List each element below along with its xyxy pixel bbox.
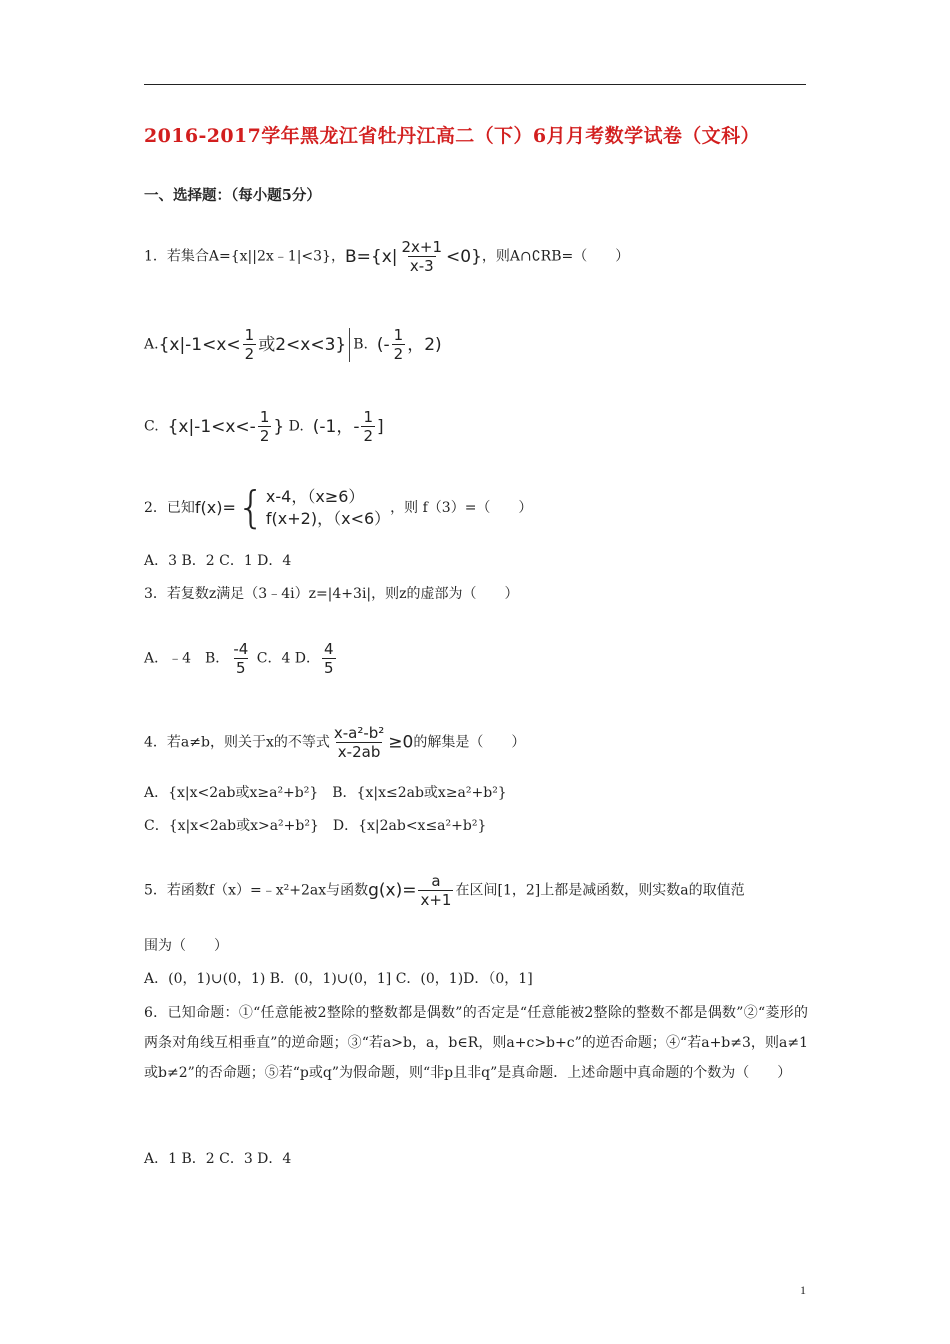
- q5-fraction: [418, 872, 453, 909]
- q2-cases: [266, 486, 390, 530]
- q1-opt-d-den: 2: [363, 427, 374, 445]
- q1-opt-a-post: 或2<x<3}: [258, 334, 347, 355]
- q6-options: A．1 B．2 C．3 D．4: [144, 1151, 292, 1167]
- q1-opt-d-fraction: [361, 408, 375, 445]
- question-6: 6．已知命题：①“任意能被2整除的整数都是偶数”的否定是“任意能被2整除的整数不都是偶数”②“菱形的两条对角线互相垂直”的逆命题；③“若a>b，a，b∈R，则a+c>b+c”的逆否命题；④“若a+b≠3，则a≠1或b≠2”的否命题；⑤若“p或q”为假命题，则“非p且非q”是真命题．上述命题中真命题的个数为（ ）: [144, 1005, 808, 1081]
- q1-b-denominator: x-3: [409, 257, 434, 275]
- q1-opt-d-pre: (-1，-: [312, 416, 360, 437]
- q1-opt-c-num: 1: [259, 408, 270, 426]
- q4-prefix: 4．若a≠b，则关于x的不等式: [144, 734, 330, 751]
- q1-b-pre: B={x|: [344, 246, 398, 267]
- q1-opt-b: [376, 326, 442, 363]
- q1-opt-a-label: A.: [144, 336, 159, 353]
- q1-opt-b-num: 1: [393, 326, 404, 344]
- q1-opt-b-post: ，2): [407, 334, 442, 355]
- q1-opt-c-label: C.: [144, 418, 159, 435]
- q1-opt-a-pre: {x|-1<x<: [158, 334, 241, 355]
- q4-den: x-2ab: [337, 743, 381, 761]
- q5-options: A．(0，1)∪(0，1) B．(0，1)∪(0，1] C．(0，1)D．（0，1]: [144, 971, 533, 987]
- q1-opt-d: [312, 408, 384, 445]
- question-5: [144, 872, 745, 909]
- q1-divider: [349, 328, 350, 362]
- q1-opt-c-post: }: [273, 416, 285, 437]
- q1-opt-b-den: 2: [393, 345, 404, 363]
- q3-opt-d-num: 4: [324, 640, 334, 658]
- page-title: 2016-2017学年黑龙江省牡丹江高二（下）6月月考数学试卷（文科）: [144, 125, 760, 147]
- q5-den: x+1: [420, 891, 452, 909]
- q1-opt-b-pre: (-: [376, 334, 390, 355]
- q3-opt-a: A．﹣4 B．: [144, 650, 230, 667]
- question-3: 3．若复数z满足（3﹣4i）z=|4+3i|，则z的虚部为（ ）: [144, 586, 519, 602]
- question-1: [144, 238, 629, 275]
- q1-opt-c: [167, 408, 285, 445]
- header-rule: [144, 84, 806, 85]
- q2-suffix: ，则 f（3）=（ ）: [390, 500, 533, 516]
- q1-b-post: <0}: [446, 246, 482, 267]
- q1-options-cd: [144, 408, 384, 445]
- q1-opt-c-den: 2: [259, 427, 270, 445]
- question-2: [144, 482, 533, 533]
- q1-opt-d-post: ]: [377, 416, 384, 437]
- q1-opt-a: [158, 326, 347, 363]
- q3-opt-c: C．4 D．: [256, 650, 321, 667]
- q2-options: A．3 B．2 C．1 D．4: [144, 553, 292, 569]
- q4-suffix: 的解集是（ ）: [413, 734, 526, 751]
- q1-suffix: ，则A∩∁RB=（ ）: [481, 248, 630, 265]
- q3-opt-d-den: 5: [324, 659, 334, 677]
- q1-opt-a-den: 2: [244, 345, 255, 363]
- section-heading: 一、选择题：（每小题5分）: [144, 187, 321, 204]
- q1-b-fraction: [399, 238, 444, 275]
- q3-opt-b-den: 5: [236, 659, 246, 677]
- q3-options: [144, 640, 338, 677]
- q2-fx: f(x)=: [194, 498, 236, 517]
- q4-num: x-a²-b²: [333, 724, 385, 742]
- q1-options-ab: [144, 326, 442, 363]
- q4-options-cd: C．{x|x<2ab或x>a²+b²} D．{x|2ab<x≤a²+b²}: [144, 818, 487, 834]
- q1-opt-c-fraction: [258, 408, 272, 445]
- q4-options-ab: A．{x|x<2ab或x≥a²+b²} B．{x|x≤2ab或x≥a²+b²}: [144, 785, 507, 801]
- q1-opt-d-num: 1: [363, 408, 374, 426]
- q1-opt-c-pre: {x|-1<x<-: [167, 416, 256, 437]
- q5-prefix: 5．若函数f（x）=﹣x²+2ax与函数: [144, 882, 369, 899]
- q3-opt-d-fraction: [322, 640, 336, 677]
- q1-opt-b-label: B.: [353, 336, 368, 353]
- q1-opt-d-label: D.: [288, 418, 304, 435]
- page-number: 1: [800, 1283, 806, 1297]
- question-4: [144, 724, 525, 761]
- q2-prefix: 2．已知: [144, 500, 195, 516]
- q1-opt-a-num: 1: [244, 326, 255, 344]
- q1-opt-b-fraction: [392, 326, 406, 363]
- q1-b-numerator: 2x+1: [401, 238, 443, 256]
- q2-brace: {: [236, 482, 265, 533]
- q2-piecewise: [194, 482, 391, 533]
- q5-continuation: 围为（ ）: [144, 938, 228, 954]
- q3-opt-b-fraction: [231, 640, 250, 677]
- q3-opt-b-num: -4: [233, 640, 249, 658]
- q5-suffix: 在区间[1，2]上都是减函数，则实数a的取值范: [455, 882, 745, 899]
- q5-gx: g(x)=: [368, 880, 417, 901]
- q1-opt-a-fraction: [243, 326, 257, 363]
- q2-case-2: f(x+2)，（x<6）: [265, 509, 391, 528]
- q2-case-1: x-4，（x≥6）: [265, 487, 365, 506]
- q1-set-b: [344, 238, 482, 275]
- q5-num: a: [431, 872, 441, 890]
- q4-fraction: [332, 724, 386, 761]
- q4-post: ≥0: [388, 732, 414, 753]
- q1-prefix: 1．若集合A={x||2x﹣1|<3}，: [144, 248, 345, 265]
